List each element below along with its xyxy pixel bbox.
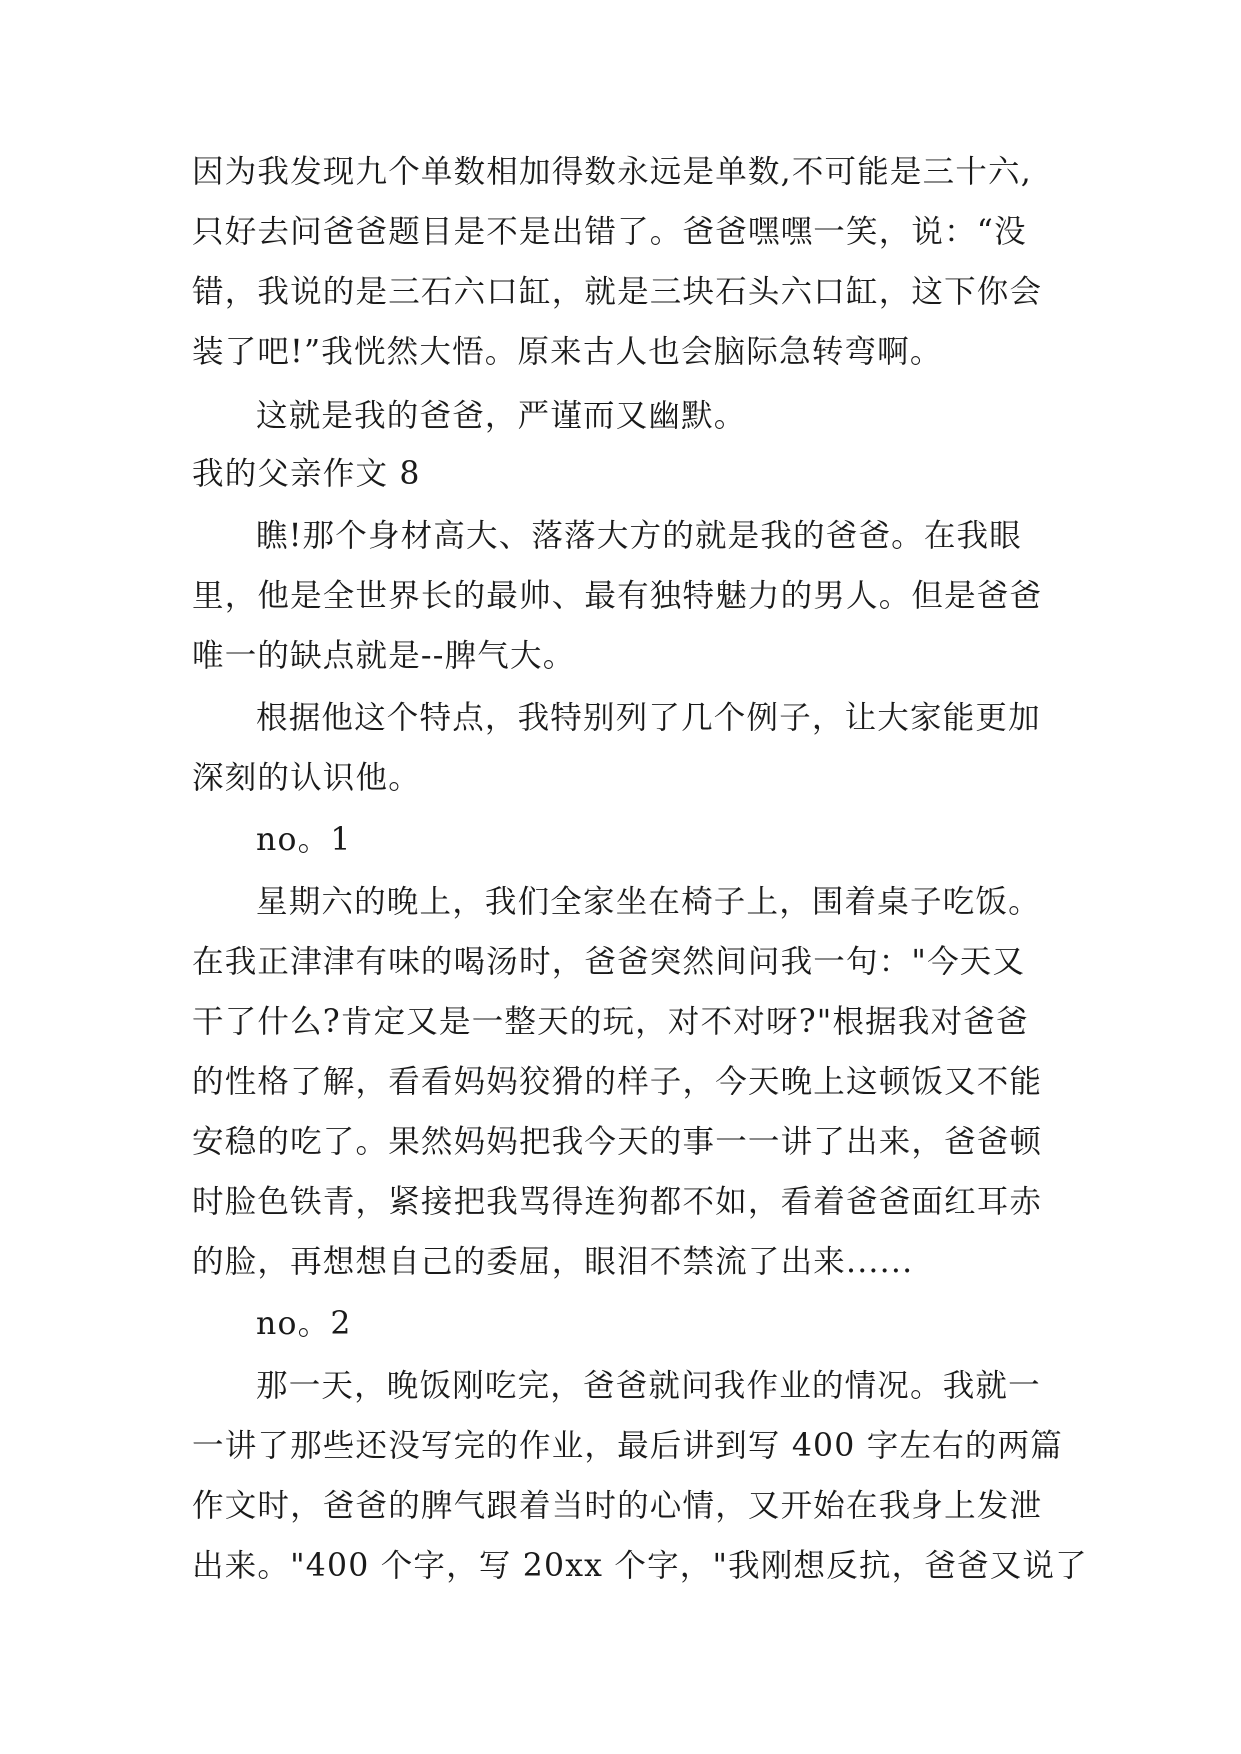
text-line: 作文时，爸爸的脾气跟着当时的心情，又开始在我身上发泄	[192, 1488, 1043, 1524]
text-line: 时脸色铁青，紧接把我骂得连狗都不如，看着爸爸面红耳赤	[192, 1184, 1043, 1220]
text-line: 在我正津津有味的喝汤时，爸爸突然间问我一句："今天又	[192, 944, 1026, 980]
text-line: 唯一的缺点就是--脾气大。	[192, 638, 576, 674]
text-line: 干了什么?肯定又是一整天的玩，对不对呀?"根据我对爸爸	[192, 1004, 1029, 1040]
item-label: no。2	[256, 1306, 352, 1342]
text-line: 装了吧!”我恍然大悟。原来古人也会脑际急转弯啊。	[192, 334, 943, 370]
paragraph-first-line: 星期六的晚上，我们全家坐在椅子上，围着桌子吃饭。	[256, 884, 1041, 920]
paragraph-first-line: 这就是我的爸爸，严谨而又幽默。	[256, 398, 747, 434]
text-line: 里，他是全世界长的最帅、最有独特魅力的男人。但是爸爸	[192, 578, 1043, 614]
text-line: 一讲了那些还没写完的作业，最后讲到写 400 字左右的两篇	[192, 1428, 1063, 1464]
text-line: 出来。"400 个字，写 20xx 个字，"我刚想反抗，爸爸又说了	[192, 1548, 1088, 1584]
text-line: 错，我说的是三石六口缸，就是三块石头六口缸，这下你会	[192, 274, 1043, 310]
paragraph-first-line: 瞧!那个身材高大、落落大方的就是我的爸爸。在我眼	[256, 518, 1022, 554]
text-line: 的性格了解，看看妈妈狡猾的样子，今天晚上这顿饭又不能	[192, 1064, 1043, 1100]
text-line: 的脸，再想想自己的委屈，眼泪不禁流了出来......	[192, 1244, 914, 1280]
item-label: no。1	[256, 822, 352, 858]
paragraph-first-line: 那一天，晚饭刚吃完，爸爸就问我作业的情况。我就一	[256, 1368, 1041, 1404]
text-line: 安稳的吃了。果然妈妈把我今天的事一一讲了出来，爸爸顿	[192, 1124, 1043, 1160]
text-line: 深刻的认识他。	[192, 760, 421, 796]
text-line: 因为我发现九个单数相加得数永远是单数,不可能是三十六,	[192, 154, 1032, 190]
text-line: 只好去问爸爸题目是不是出错了。爸爸嘿嘿一笑，说：“没	[192, 214, 1027, 250]
paragraph-first-line: 根据他这个特点，我特别列了几个例子，让大家能更加	[256, 700, 1041, 736]
section-heading: 我的父亲作文 8	[192, 456, 421, 492]
